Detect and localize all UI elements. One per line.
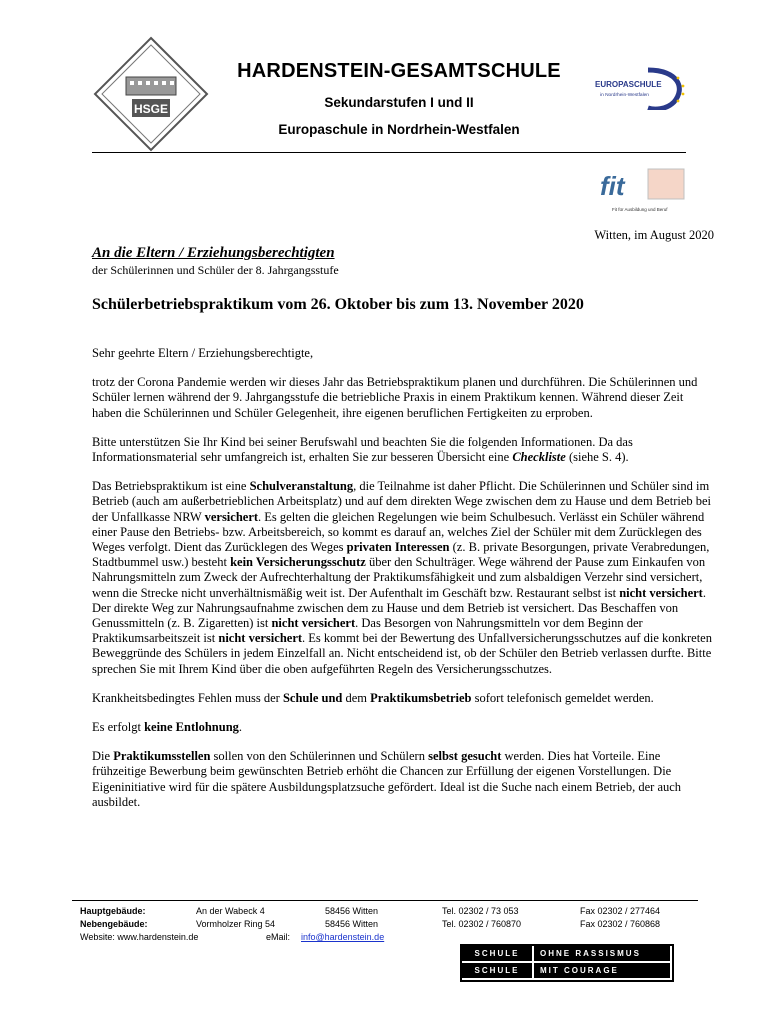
letter-body — [92, 346, 714, 824]
footer-email-label: eMail: — [266, 932, 291, 942]
schule-ohne-rassismus-badge — [460, 944, 674, 982]
paragraph-checklist: Bitte unterstützen Sie Ihr Kind bei seiner Berufswahl und beachten Sie die folgenden Informationen. Da das Informationsmaterial sehr umfangreich ist, erhalten Sie zur besseren Übersicht eine Checkliste (siehe S. 4). — [92, 434, 633, 465]
footer-main-fax: Fax 02302 / 277464 — [580, 906, 661, 916]
seal-lettering: HSGE — [133, 102, 169, 116]
badge-row2-left: SCHULE — [462, 963, 532, 978]
salutation: Sehr geehrte Eltern / Erziehungsberechtigte, — [92, 346, 314, 360]
fit-logo-tagline: Fit für Ausbildung und Beruf — [612, 207, 668, 212]
badge-row1-left: SCHULE — [462, 946, 532, 961]
footer-main-label: Hauptgebäude: — [80, 906, 146, 916]
fit-logo-wordmark: fit — [600, 171, 625, 201]
school-name: HARDENSTEIN-GESAMTSCHULE — [237, 60, 561, 82]
recipient-subline: der Schülerinnen und Schüler der 8. Jahrgangsstufe — [92, 263, 339, 277]
header-divider — [92, 152, 686, 153]
footer-email-link[interactable]: info@hardenstein.de — [301, 932, 385, 942]
footer-side-city: 58456 Witten — [325, 919, 379, 929]
letter-title: Schülerbetriebspraktikum vom 26. Oktober bis zum 13. November 2020 — [92, 296, 584, 313]
footer-divider — [72, 900, 698, 901]
paragraph-sickness: Krankheitsbedingtes Fehlen muss der Schule und dem Praktikumsbetrieb sofort telefonisch gemeldet werden. — [92, 690, 654, 705]
badge-row2-right: MIT COURAGE — [534, 963, 670, 978]
school-subtitle: Sekundarstufen I und II — [324, 95, 474, 110]
paragraph-insurance: Das Betriebspraktikum ist eine Schulveranstaltung, die Teilnahme ist daher Pflicht. Die Schülerinnen und Schüler sind im Betrieb (auch am außerbetrieblichen Arbeitsplatz) und auf dem direkten Wege zwischen dem zu Hause und dem Betrieb bei der Unfallkasse NRW versichert. Es gelten die gleichen Regelungen wie beim Schulbesuch. Verlässt ein Schüler während einer Pause den Betriebs- bzw. Arbeitsbereich, so kommt es darauf an, welches Ziel der Schüler mit dem Zurücklegen des Weges verfolgt. Dient das Zurücklegen des Weges privaten Interessen (z. B. private Besorgungen, private Verabredungen, Stadtbummel usw.) besteht kein Versicherungsschutz über den Schulträger. Wege während der Pause zum Einkaufen von Nahrungsmitteln zum Zweck der Aufrechterhaltung der Praktikumsfähigkeit und zum alsbaldigen Verzehr sind versichert, wenn die Strecke nicht unverhältnismäßig weit ist. Der Aufenthalt im Geschäft bzw. Restaurant selbst ist nicht versichert. Der direkte Weg zur Nahrungsaufnahme zwischen dem zu Hause und dem Betrieb ist versichert. Das Beschaffen von Genussmitteln (z. B. Zigaretten) ist nicht versichert. Das Besorgen von Nahrungsmitteln vor dem Beginn der Praktikumsarbeitszeit ist nicht versichert. Es kommt bei der Bewertung des Unfallversicherungsschutzes auf die konkreten Beweggründe des Schülers in jedem Einzelfall an. Nicht entscheidend ist, ob der Schüler den Betrieb verlassen durfte. Bitte sprechen Sie mit Ihrem Kind über die oben aufgeführten Regeln des Versicherungsschutzes. — [92, 479, 712, 676]
footer-side-fax: Fax 02302 / 760868 — [580, 919, 661, 929]
letter-date: Witten, im August 2020 — [594, 228, 714, 242]
paragraph-intro: trotz der Corona Pandemie werden wir dieses Jahr das Betriebspraktikum planen und durchführen. Die Schülerinnen und Schüler lernen während der 9. Jahrgangsstufe die betriebliche Praxis in einem Praktikum kennen. Während dieser Zeit haben die Schülerinnen und Schüler Gelegenheit, ihre eigenen beruflichen Fertigkeiten zu erproben. — [92, 375, 698, 420]
school-seal-logo — [92, 35, 210, 153]
footer-main-tel: Tel. 02302 / 73 053 — [442, 906, 519, 916]
footer-main-city: 58456 Witten — [325, 906, 379, 916]
badge-row1-right: OHNE RASSISMUS — [534, 946, 670, 961]
recipient-heading: An die Eltern / Erziehungsberechtigten — [92, 245, 335, 261]
europaschule-logo-subtitle: in Nordrhein-Westfalen — [600, 93, 649, 98]
footer-main-street: An der Wabeck 4 — [196, 906, 265, 916]
footer-side-label: Nebengebäude: — [80, 919, 148, 929]
footer-website: Website: www.hardenstein.de — [80, 932, 199, 942]
school-subtitle-europe: Europaschule in Nordrhein-Westfalen — [278, 122, 520, 137]
footer-side-street: Vormholzer Ring 54 — [196, 919, 276, 929]
paragraph-placements: Die Praktikumsstellen sollen von den Schülerinnen und Schülern selbst gesucht werden. Dies hat Vorteile. Eine frühzeitige Bewerbung beim gewünschten Betrieb erhöht die Chancen zur Erfüllung der eigenen Vorstellungen. Die Eigeninitiative wird für die spätere Ausbildungsplatzsuche gefördert. Ideal ist die Suche nach einem Betrieb, der auch ausbildet. — [92, 749, 682, 809]
fit-logo — [596, 165, 688, 217]
europaschule-logo-title: EUROPASCHULE — [595, 80, 662, 89]
footer-side-tel: Tel. 02302 / 760870 — [442, 919, 522, 929]
paragraph-payment: Es erfolgt keine Entlohnung. — [92, 720, 243, 735]
